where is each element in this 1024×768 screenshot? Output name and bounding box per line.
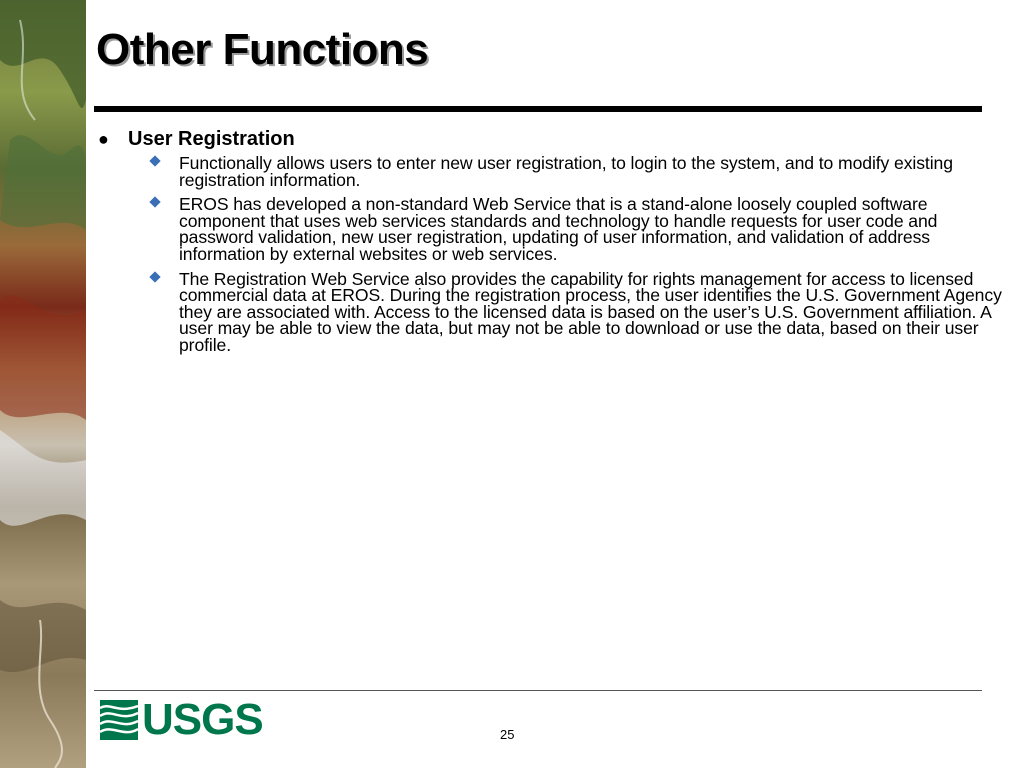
sub-bullet	[96, 268, 1016, 355]
bullet-user-registration	[96, 126, 1016, 152]
black-circle-bullet-icon: ●	[98, 129, 109, 149]
title-divider	[94, 106, 982, 112]
sub-bullet-text: Functionally allows users to enter new user registration, to login to the system, and to modify existing registration information.	[179, 153, 953, 190]
sub-bullet-text: The Registration Web Service also provides the capability for rights management for access to licensed commercial data at EROS. During the registration process, the user identifies the U.S. Government Agency they are associated with. Access to the licensed data is based on the user’s U.S. Government affiliation. A user may be able to view the data, but may not be able to download or use the data, based on their user profile.	[179, 268, 1002, 355]
logo-text: USGS	[142, 695, 263, 744]
footer-divider	[94, 690, 982, 691]
satellite-imagery-strip	[0, 0, 86, 768]
blue-diamond-bullet-icon	[149, 155, 160, 166]
slide-title: Other Functions	[96, 25, 429, 74]
sub-bullet-text: EROS has developed a non-standard Web Service that is a stand-alone loosely coupled software component that uses web services standards and technology to handle requests for user code and password validation, new user registration, updating of user information, and validation of address information by external websites or web services.	[179, 194, 938, 264]
sub-bullet	[96, 196, 1016, 262]
blue-diamond-bullet-icon	[149, 271, 160, 282]
slide-body	[96, 126, 1016, 362]
blue-diamond-bullet-icon	[149, 197, 160, 208]
bullet-label: User Registration	[128, 128, 295, 150]
page-number: 25	[500, 727, 515, 742]
usgs-logo	[100, 695, 263, 744]
sub-bullet	[96, 155, 1016, 188]
usgs-wave-mark-icon	[100, 700, 138, 740]
